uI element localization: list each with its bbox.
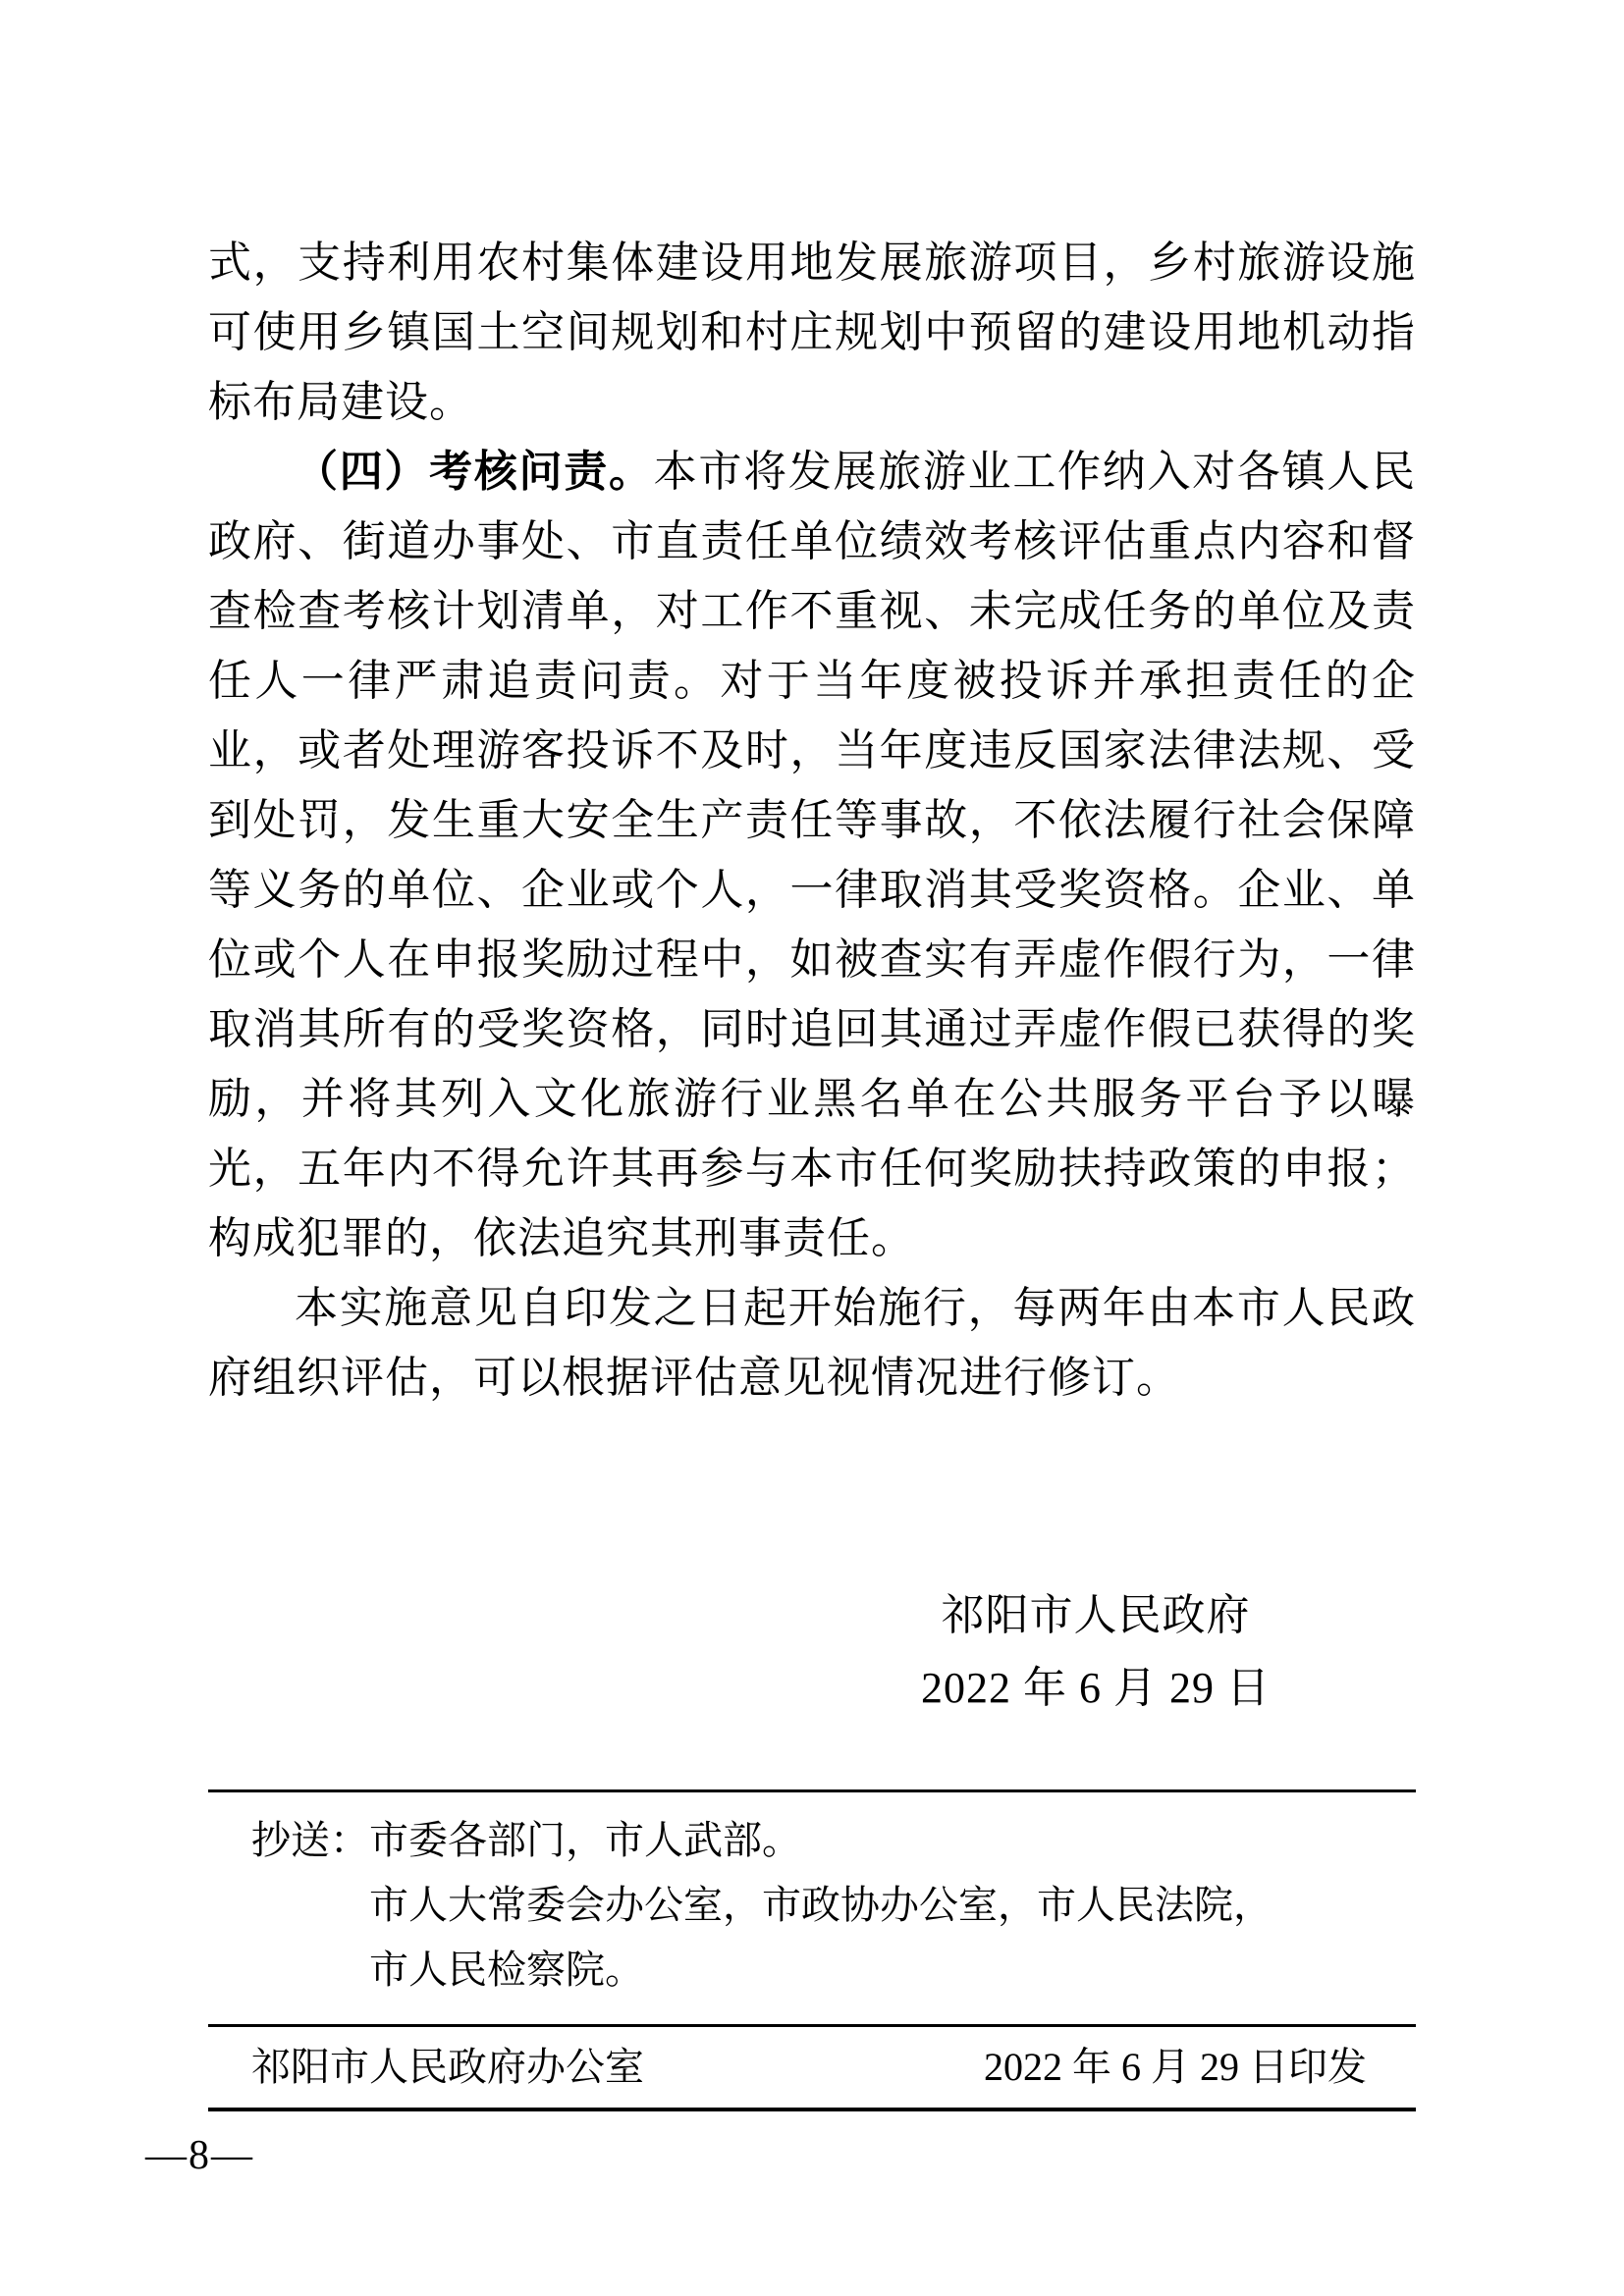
issuing-office-row [208,2027,1416,2108]
paragraph-assessment-heading: （四）考核问责。 [295,448,654,496]
cc-recipient-list [369,1808,1272,2002]
document-body [208,228,1416,1413]
paragraph-continuation: 式，支持利用农村集体建设用地发展旅游项目，乡村旅游设施可使用乡镇国土空间规划和村庄规划中预留的建设用地机动指标布局建设。 [208,239,1416,426]
signature-block [921,1579,1271,1725]
cc-line: 市人民检察院。 [369,1948,644,1992]
print-date: 2022 年 6 月 29 日印发 [984,2045,1367,2089]
cc-line: 市人大常委会办公室，市政协办公室，市人民法院， [369,1883,1272,1927]
document-footer [208,1789,1416,2111]
cc-line: 市委各部门，市人武部。 [369,1818,801,1862]
paragraph-implementation: 本实施意见自印发之日起开始施行，每两年由本市人民政府组织评估，可以根据评估意见视情况进行修订。 [208,1284,1416,1402]
paragraph-assessment-text: 本市将发展旅游业工作纳入对各镇人民政府、街道办事处、市直责任单位绩效考核评估重点内容和督查检查考核计划清单，对工作不重视、未完成任务的单位及责任人一律严肃追责问责。对于当年度被投诉并承担责任的企业，或者处理游客投诉不及时，当年度违反国家法律法规、受到处罚，发生重大安全生产责任等事故，不依法履行社会保障等义务的单位、企业或个人，一律取消其受奖资格。企业、单位或个人在申报奖励过程中，如被查实有弄虚作假行为，一律取消其所有的受奖资格，同时追回其通过弄虚作假已获得的奖励，并将其列入文化旅游行业黑名单在公共服务平台予以曝光，五年内不得允许其再参与本市任何奖励扶持政策的申报；构成犯罪的，依法追究其刑事责任。 [208,448,1417,1262]
cc-label: 抄送： [251,1818,369,1862]
cc-section [208,1792,1416,2024]
page-number: —8— [145,2133,254,2178]
issuer-name: 祁阳市人民政府 [941,1591,1251,1639]
issue-date: 2022 年 6 月 29 日 [921,1664,1271,1712]
footer-divider-bottom [208,2108,1416,2111]
issuing-office: 祁阳市人民政府办公室 [251,2045,644,2089]
paragraph-assessment [208,437,1416,1273]
